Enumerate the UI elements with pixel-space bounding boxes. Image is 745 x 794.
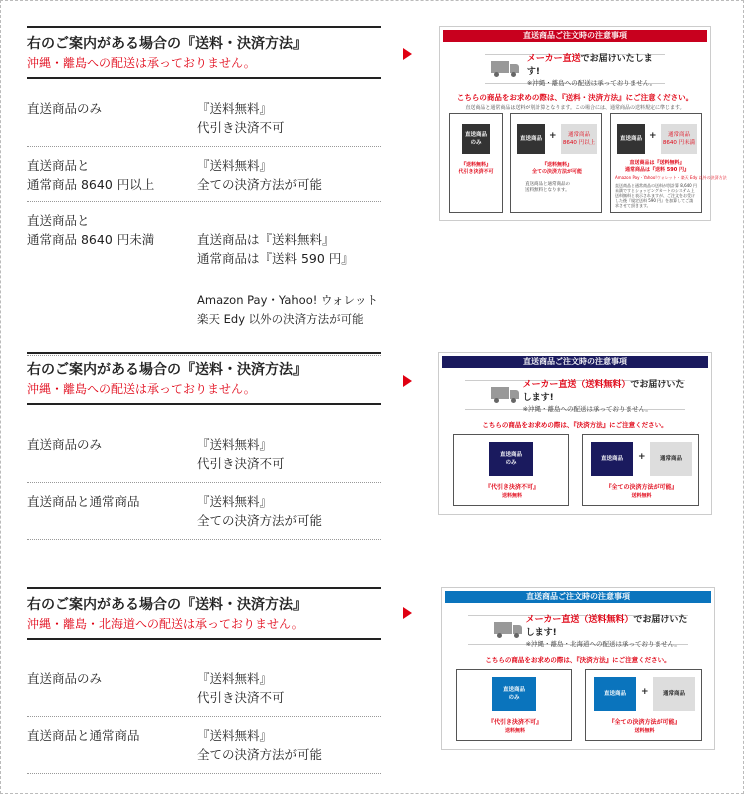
- plus-icon: +: [649, 131, 657, 141]
- chip-direct-only: 直送商品 のみ: [489, 442, 533, 476]
- message-main: でお届けいたします!: [522, 380, 685, 403]
- case-box-direct-plus-normal: [585, 669, 702, 741]
- row-label: 直送商品のみ: [27, 671, 103, 686]
- caution-subtext: 直送商品と通常商品は送料が別計算となります。この場合には、通常商品の送料規定に準じます。: [465, 105, 685, 111]
- delivery-message: [465, 380, 685, 413]
- table-row: [27, 717, 381, 774]
- arrow-right-icon: [403, 48, 412, 60]
- panel-title: 直送商品ご注文時の注意事項: [442, 356, 708, 368]
- info-table-2: [27, 352, 381, 540]
- chip-direct: 直送商品: [591, 442, 633, 476]
- chip-direct: 直送商品: [617, 124, 645, 154]
- case-label: 『送料無料』 全ての決済方法が可能: [531, 162, 582, 175]
- table-row: [27, 147, 381, 202]
- table-row: [27, 79, 381, 147]
- arrow-right-icon: [403, 375, 412, 387]
- case-label: 『代引き決済不可』: [487, 719, 542, 726]
- delivery-message: [468, 615, 688, 648]
- info-table-3: [27, 587, 381, 774]
- row-value: 『送料無料』 代引き決済不可: [197, 101, 285, 135]
- message-sub: ※沖縄・離島への配送は承っておりません。: [522, 405, 652, 413]
- case-label: 『送料無料』 代引き決済不可: [458, 162, 494, 175]
- row-value: 『送料無料』 全ての決済方法が可能: [197, 728, 323, 762]
- row-value: 『送料無料』 代引き決済不可: [197, 437, 285, 471]
- header-title: 右のご案内がある場合の『送料・決済方法』: [27, 362, 307, 378]
- case-box-under-8640: [610, 113, 727, 213]
- row-value: [197, 211, 381, 348]
- chip-normal: 通常商品: [653, 677, 695, 711]
- row-value: 『送料無料』 全ての決済方法が可能: [197, 494, 323, 528]
- case-box-direct-only: [456, 669, 572, 741]
- arrow-right-icon: [403, 607, 412, 619]
- case-box-over-8640: [510, 113, 602, 213]
- message-sub: ※沖縄・離島への配送は承っておりません。: [526, 79, 657, 87]
- case-label: 『代引き決済不可』: [484, 484, 539, 491]
- truck-icon: [491, 387, 515, 403]
- case-note: 直送商品と通常商品の送料が別計算 8,640 円 未満ですとショッピングカートのシステム上 送料無料と表示されますが、ご注文をお受け した後『規定送料 590 円』を加算してご請 求させて頂きます。: [615, 183, 697, 208]
- notice-panel-1: [439, 26, 727, 221]
- header-title: 右のご案内がある場合の『送料・決済方法』: [27, 597, 307, 613]
- case-sub: Amazon Pay・Yahoo!ウォレット・楽天 Edy 以外の決済方法: [615, 175, 727, 180]
- row-label: 直送商品のみ: [27, 101, 103, 116]
- row-label: 直送商品と 通常商品 8640 円未満: [27, 213, 155, 247]
- row-value: 『送料無料』 全ての決済方法が可能: [197, 158, 323, 192]
- chip-direct: 直送商品: [594, 677, 636, 711]
- chip-normal: 通常商品: [650, 442, 692, 476]
- chip-normal: 通常商品 8640 円未満: [661, 124, 697, 154]
- case-label-sub: 送料無料: [501, 493, 522, 499]
- section-header: [27, 26, 381, 79]
- table-row: [27, 483, 381, 540]
- chip-direct-only: 直送商品 のみ: [492, 677, 536, 711]
- truck-icon: [494, 622, 518, 638]
- case-box-direct-only: [449, 113, 503, 213]
- case-label: 『全ての決済方法が可能』: [608, 719, 681, 726]
- case-label-sub: 送料無料: [631, 493, 652, 499]
- delivery-message: [485, 54, 665, 87]
- header-note: 沖縄・離島への配送は承っておりません。: [27, 382, 256, 396]
- chip-normal: 通常商品 8640 円以上: [561, 124, 597, 154]
- row-label: 直送商品のみ: [27, 437, 103, 452]
- section-header: [27, 587, 381, 640]
- panel-title: 直送商品ご注文時の注意事項: [443, 30, 707, 42]
- case-label-sub: 送料無料: [504, 728, 525, 734]
- table-row: [27, 405, 381, 483]
- message-main: でお届けいたします!: [525, 615, 688, 638]
- row-value-note: Amazon Pay・Yahoo! ウォレット 楽天 Edy 以外の決済方法が可能: [197, 293, 378, 326]
- row-label: 直送商品と通常商品: [27, 728, 140, 743]
- caution-text: こちらの商品をお求めの際は、『決済方法』にご注意ください。: [482, 421, 668, 429]
- header-note: 沖縄・離島への配送は承っておりません。: [27, 56, 256, 70]
- header-title: 右のご案内がある場合の『送料・決済方法』: [27, 36, 307, 52]
- row-value: 『送料無料』 代引き決済不可: [197, 671, 285, 705]
- table-row: [27, 640, 381, 717]
- message-highlight: メーカー直送（送料無料）: [522, 380, 631, 390]
- case-label-sub: 送料無料: [634, 728, 655, 734]
- message-highlight: メーカー直送: [526, 54, 581, 64]
- row-label: 直送商品と通常商品: [27, 494, 140, 509]
- plus-icon: +: [638, 452, 646, 462]
- message-main: でお届けいたします!: [526, 54, 653, 77]
- notice-panel-3: [441, 587, 715, 750]
- plus-icon: +: [641, 687, 649, 697]
- caution-text: こちらの商品をお求めの際は、『送料・決済方法』にご注意ください。: [456, 93, 694, 102]
- row-value-main: 直送商品は『送料無料』 通常商品は『送料 590 円』: [197, 232, 354, 266]
- chip-direct-only: 直送商品 のみ: [462, 124, 490, 154]
- case-label: 直送商品は『送料無料』 通常商品は『送料 590 円』: [625, 160, 689, 173]
- case-box-direct-plus-normal: [582, 434, 699, 506]
- caution-text: こちらの商品をお求めの際は、『決済方法』にご注意ください。: [485, 656, 671, 664]
- row-label: 直送商品と 通常商品 8640 円以上: [27, 158, 155, 192]
- header-note: 沖縄・離島・北海道への配送は承っておりません。: [27, 617, 304, 631]
- chip-direct: 直送商品: [517, 124, 545, 154]
- notice-panel-2: [438, 352, 712, 515]
- section-header: [27, 352, 381, 405]
- case-note: 直送商品と通常商品の 送料無料となります。: [525, 182, 570, 193]
- message-sub: ※沖縄・離島・北海道への配送は承っておりません。: [525, 640, 681, 648]
- info-table-1: [27, 26, 381, 356]
- case-box-direct-only: [453, 434, 569, 506]
- case-label: 『全ての決済方法が可能』: [605, 484, 678, 491]
- message-highlight: メーカー直送（送料無料）: [525, 615, 634, 625]
- truck-icon: [491, 61, 519, 77]
- table-row: [27, 202, 381, 356]
- plus-icon: +: [549, 131, 557, 141]
- panel-title: 直送商品ご注文時の注意事項: [445, 591, 711, 603]
